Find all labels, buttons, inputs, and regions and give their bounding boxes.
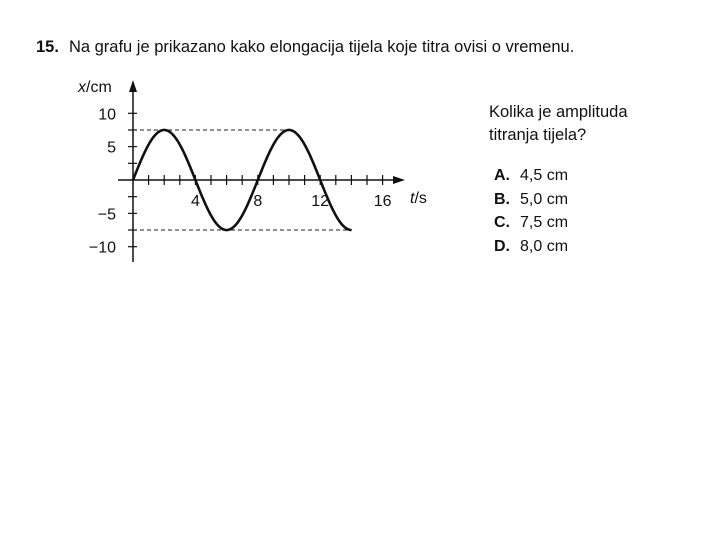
answer-letter: A. xyxy=(494,167,510,184)
answer-options xyxy=(494,164,568,258)
y-axis-arrowhead xyxy=(129,80,137,92)
question-prompt xyxy=(489,101,628,147)
tick-labels xyxy=(89,106,392,256)
answer-letter: C. xyxy=(494,214,510,231)
answer-option-b[interactable] xyxy=(494,188,568,212)
answer-text: 4,5 cm xyxy=(520,167,569,184)
x-axis-label: t/s xyxy=(410,190,427,207)
y-axis-label: x/cm xyxy=(78,79,112,96)
answer-option-a[interactable] xyxy=(494,164,568,188)
y-tick-label: 5 xyxy=(107,139,116,157)
prompt-line-1: Kolika je amplituda xyxy=(489,103,628,121)
answer-letter: B. xyxy=(494,190,510,208)
x-axis-arrowhead xyxy=(393,176,405,184)
answer-text: 5,0 cm xyxy=(520,190,569,208)
answer-option-d[interactable] xyxy=(494,235,568,259)
answer-option-c[interactable] xyxy=(494,211,568,235)
y-tick-label: −10 xyxy=(88,239,116,257)
question-body: Na grafu je prikazano kako elongacija tijela koje titra ovisi o vremenu. xyxy=(68,38,575,56)
x-tick-label: 12 xyxy=(311,193,330,210)
answer-text: 8,0 cm xyxy=(520,237,569,255)
x-tick-label: 4 xyxy=(190,193,200,210)
question-number: 15. xyxy=(36,38,59,56)
answer-text: 7,5 cm xyxy=(520,214,569,231)
x-tick-label: 8 xyxy=(253,193,263,210)
y-tick-label: −5 xyxy=(97,206,116,224)
answer-letter: D. xyxy=(494,237,510,255)
y-tick-label: 10 xyxy=(98,106,116,124)
prompt-line-2: titranja tijela? xyxy=(489,126,587,144)
x-tick-label: 16 xyxy=(373,193,392,210)
